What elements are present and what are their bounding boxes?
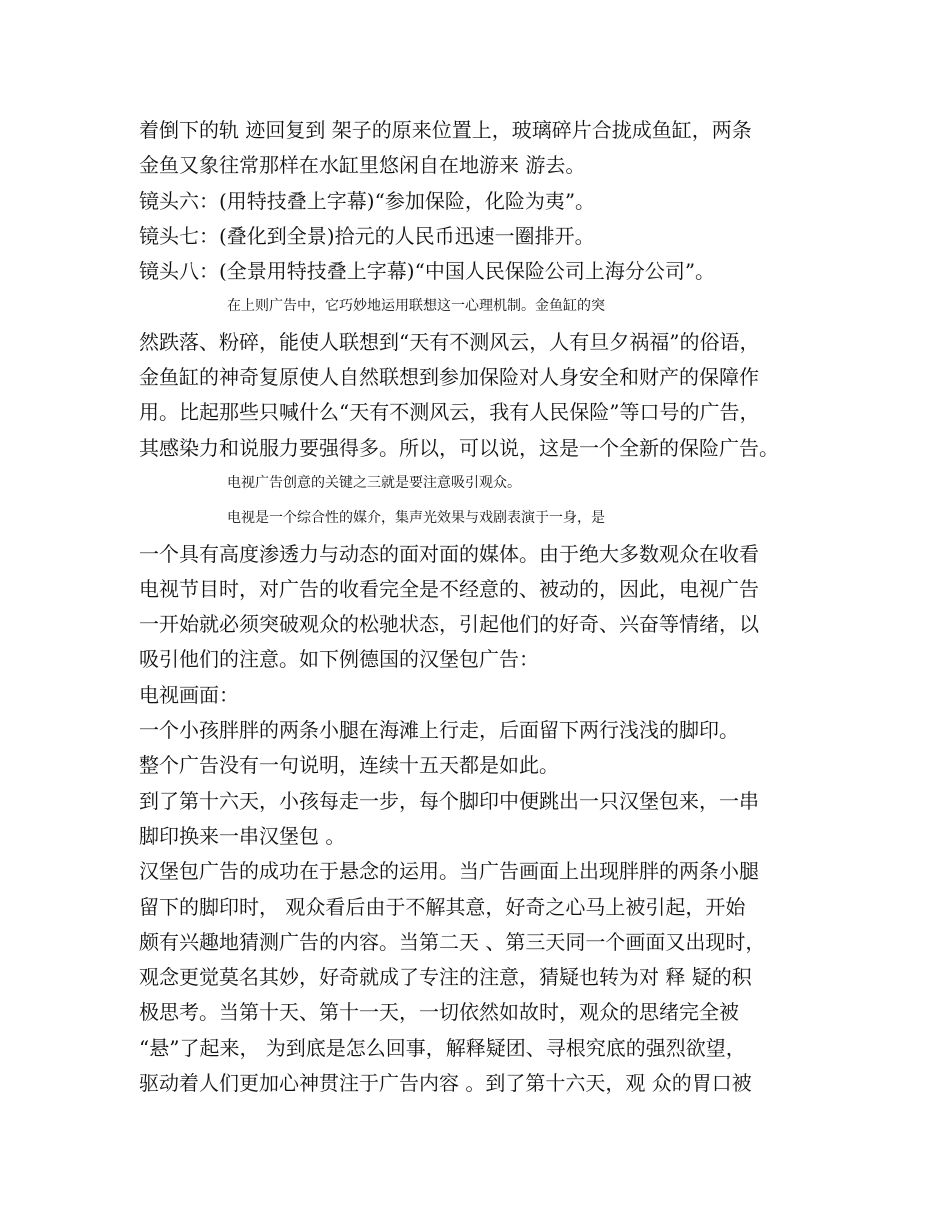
text-line: 镜头七：(叠化到全景)拾元的人民币迅速一圈排开。 [139,223,595,248]
text-line: 到了第十六天，小孩每走一步，每个脚印中便跳出一只汉堡包来，一串 [139,788,759,813]
text-line: 金鱼缸的神奇复原使人自然联想到参加保险对人身安全和财产的保障作 [139,365,759,390]
text-line: 其感染力和说服力要强得多。所以，可以说，这是一个全新的保险广告。 [139,435,779,460]
text-line: 留下的脚印时， 观众看后由于不解其意，好奇之心马上被引起，开始 [139,894,746,919]
text-line: 驱动着人们更加心神贯注于广告内容 。到了第十六天，观 众的胃口被 [139,1071,752,1096]
text-line: 在上则广告中，它巧妙地运用联想这一心理机制。金鱼缸的突 [227,298,605,315]
text-line: 电视是一个综合性的媒介，集声光效果与戏剧表演于一身，是 [227,510,605,527]
text-line: 金鱼又象往常那样在水缸里悠闲自在地游来 游去。 [139,153,586,178]
text-line: 一个具有高度渗透力与动态的面对面的媒体。由于绝大多数观众在收看 [139,541,759,566]
text-line: 极思考。当第十天、第十一天，一切依然如故时，观众的思绪完全被 [139,1000,739,1025]
text-line: 用。比起那些只喊什么“天有不测风云，我有人民保险”等口号的广告， [139,400,760,425]
text-line: 电视广告创意的关键之三就是要注意吸引观众。 [227,474,521,491]
text-line: 镜头八：(全景用特技叠上字幕)“中国人民保险公司上海分公司”。 [139,259,716,284]
text-line: 着倒下的轨 迹回复到 架子的原来位置上，玻璃碎片合拢成鱼缸，两条 [139,118,752,142]
text-line: 观念更觉莫名其妙，好奇就成了专注的注意，猜疑也转为对 释 疑的积 [139,965,752,990]
text-line: 然跌落、粉碎，能使人联想到“天有不测风云，人有旦夕祸福”的俗语， [139,329,760,354]
text-line: 吸引他们的注意。如下例德国的汉堡包广告： [139,647,539,672]
text-line: 颇有兴趣地猜测广告的内容。当第二天 、第三天同一个画面又出现时， [139,929,766,954]
body-text [139,113,829,1101]
text-line: 汉堡包广告的成功在于悬念的运用。当广告画面上出现胖胖的两条小腿 [139,859,759,884]
text-line: 电视节目时，对广告的收看完全是不经意的、被动的，因此，电视广告 [139,576,759,601]
text-line: 一个小孩胖胖的两条小腿在海滩上行走，后面留下两行浅浅的脚印。 [139,718,739,743]
text-line: 镜头六：(用特技叠上字幕)“参加保险，化险为夷”。 [139,188,596,213]
text-line: 电视画面： [139,682,239,707]
text-line: “悬”了起来， 为到底是怎么回事，解释疑团、寻根究底的强烈欲望， [139,1035,746,1060]
text-line: 脚印换来一串汉堡包 。 [139,823,346,848]
text-line: 一开始就必须突破观众的松驰状态，引起他们的好奇、兴奋等情绪，以 [139,612,759,637]
text-line: 整个广告没有一句说明，连续十五天都是如此。 [139,753,559,778]
